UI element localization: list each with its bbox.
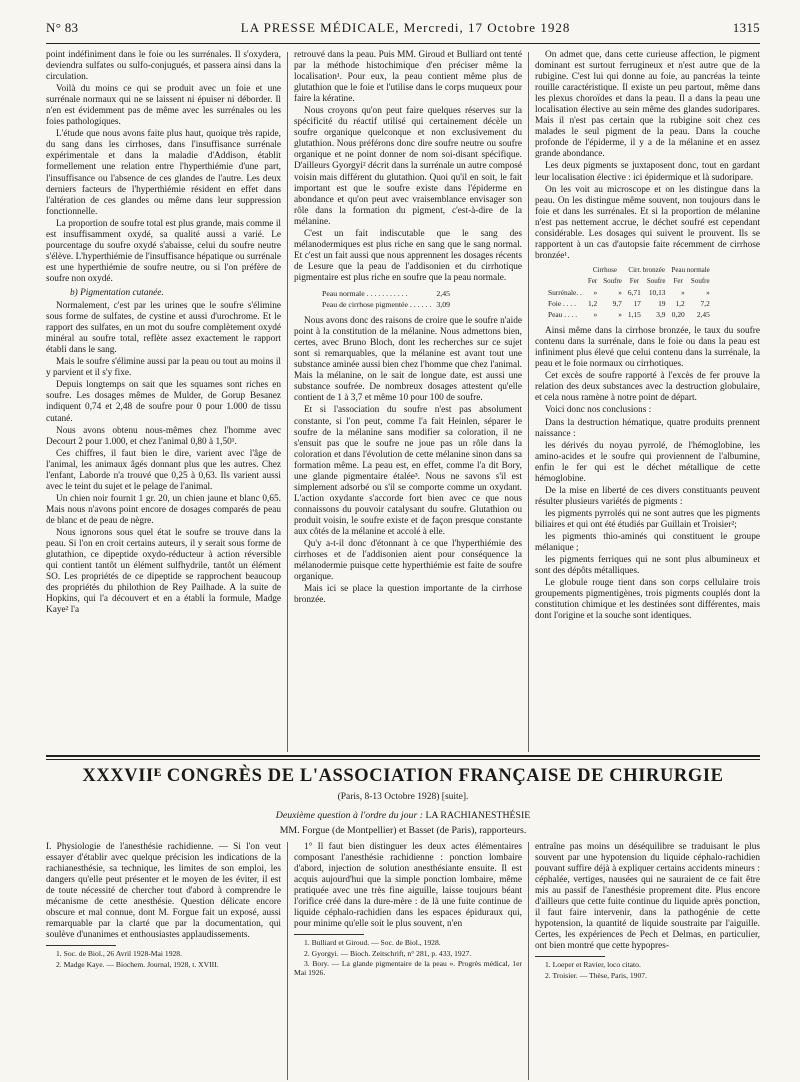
paragraph: De la mise en liberté de ces divers constituants peuvent résulter plusieurs variétés de pigments : <box>535 485 760 507</box>
table-row <box>545 287 713 298</box>
question-prefix: Deuxième question à l'ordre du jour : <box>275 810 423 821</box>
question-topic: LA RACHIANESTHÉSIE <box>425 810 531 821</box>
paragraph: les dérivés du noyau pyrrolé, de l'hémoglobine, les amino-acides et le soufre qui proviennent de l'albumine, enfin le fer qui est le déchet métallique de cette hémoglobine. <box>535 440 760 484</box>
footnote: 2. Madge Kaye. — Biochem. Journal, 1928, t. XVIII. <box>56 959 219 969</box>
table-cell: 3,09 <box>436 300 450 310</box>
table-cell: 0,20 <box>671 310 685 320</box>
section-rule <box>46 759 760 760</box>
table-cell: 1,2 <box>675 299 685 309</box>
paragraph: Nous avons obtenu nous-mêmes chez l'homme avec Decourt 2 pour 1.000, et chez l'animal 0,80 à 1,50¹. <box>46 425 281 447</box>
footnote: 3. Bory. — La glande pigmentaire de la peau ». Progrès médical, 1er Mai 1926. <box>294 958 522 978</box>
header-rule <box>46 43 760 44</box>
paragraph: Nous avons donc des raisons de croire que le soufre n'aide point à la constitution de la mélanine. Nous admettons bien, certes, avec Bruno Bloch, dont les recherches sur ce sujet sont si remarquables, que la mélanine est avant tout une substance aminée aussi bien chez l'homme que chez l'animal. Mais la mélanine, on le sait de longue date, est aussi une substance soufrée. De nombreux dosages attestent qu'elle contient de 1 à 3,7 et même 10 pour 100 de soufre. <box>294 316 522 404</box>
iron-sulfur-table <box>545 265 713 320</box>
table-cell: 1,2 <box>587 299 598 309</box>
article-column-1 <box>46 50 281 617</box>
paragraph: Qu'y a-t-il donc d'étonnant à ce que l'hyperthiémie des cirrhoses et de l'addisonien aient pour conséquence la mélanodermie puisque cette hyperthiémie est faite de soufre organique. <box>294 539 522 583</box>
table-cell: 6,71 <box>627 287 641 297</box>
paragraph: I. Physiologie de l'anesthésie rachidienne. — Si l'on veut essayer d'établir avec quelque précision les indications de la rachianesthésie, sa technique, les limites de son emploi, les dangers qu'elle peut présenter et le moyen de les éviter, il est de toute nécessité de chercher tout d'abord à comprendre le mécanisme de cette anesthésie. Question délicate encore obscure et mal connue, dont M. Forgue fait un exposé, aussi remarquable par la clarté que par la documentation, qui soulève d'unanimes et enthousiastes applaudissements. <box>46 842 281 941</box>
table-cell: 3,9 <box>656 310 666 320</box>
bottom-column-3 <box>535 842 760 981</box>
table-col-header: Soufre <box>690 276 710 285</box>
paragraph: Nous croyons qu'on peut faire quelques réserves sur la spécificité du réactif utilisé qui certainement décèle un soufre organique quelconque et non exclusivement du glutathion. Nous préférons donc dire soufre neutre ou soufre organique et ne point donner de nom soi-disant spécifique. D'ailleurs Gyorgyi² décrit dans la surrénale un autre composé voisin mais différent du glutathion. Quoi qu'il en soit, le fait important est que le soufre existe dans l'épiderme en abondance et qu'on peut avec vraisemblance envisager son rôle dans la formation du pigment, c'est-à-dire de la mélanine. <box>294 106 522 227</box>
table-cell: 10,13 <box>648 287 666 297</box>
page-header <box>46 20 760 40</box>
table-cell: » <box>681 287 685 297</box>
agenda-question <box>46 810 760 821</box>
paragraph: Mais ici se place la question importante de la cirrhose bronzée. <box>294 584 522 606</box>
paragraph: point indéfiniment dans le foie ou les surrénales. Il s'oxydera, deviendra sulfates ou sulfo-conjugués, et passera ainsi dans la circulation. <box>46 50 281 83</box>
paragraph: On les voit au microscope et on les distingue dans la peau. On les distingue même souvent, non toujours dans le foie et dans les surrénales. Et si la proportion de mélanine n'est pas nettement accrue, le déchet soufré est cependant considérable. Les dosages qui suivent le prouvent. Ils se rapportent à un cas d'autopsie faite récemment de cirrhose bronzée¹. <box>535 184 760 261</box>
page-number: 1315 <box>732 20 760 35</box>
table-cell: Peau de cirrhose pigmentée . . . . . . <box>322 300 432 310</box>
footnote: 2. Troisier. — Thèse, Paris, 1907. <box>545 970 647 980</box>
bottom-column-2 <box>294 842 522 979</box>
table-header-row <box>545 276 713 287</box>
column-divider <box>528 842 529 1080</box>
table-col-header: Soufre <box>603 276 622 285</box>
paragraph: Ainsi même dans la cirrhose bronzée, le taux du soufre contenu dans la surrénale, dans le foie ou dans la peau est infiniment plus élevé que celui contenu dans la surrénale, la peau et le foie normaux ou cirrhotiques. <box>535 326 760 370</box>
sulfur-table <box>322 288 455 310</box>
column-divider <box>528 52 529 752</box>
table-cell: 7,2 <box>700 299 710 309</box>
table-cell: 17 <box>633 299 641 309</box>
paragraph: 1° Il faut bien distinguer les deux actes élémentaires composant l'anesthésie rachidienne : ponction lombaire d'abord, injection de solution anesthésiante ensuite. Il est acquis aujourd'hui que la simple ponction lombaire, même pratiquée avec une très fine aiguille, laisse toujours béant l'orifice créé dans la dure-mère : de là une fuite continue de liquide céphalo-rachidien dans les espaces épiduraux qui, pour minime qu'elle soit le plus souvent, n'en <box>294 842 522 930</box>
paragraph: Dans la destruction hématique, quatre produits prennent naissance : <box>535 417 760 439</box>
table-cell: 2,45 <box>436 288 450 298</box>
paragraph: Le globule rouge tient dans son corps cellulaire trois groupements pigmentigènes, trois pigments couplés dont la constitution chimique et les destinées sont différentes, mais dont l'origine et la souche sont identiques. <box>535 578 760 622</box>
paragraph: L'étude que nous avons faite plus haut, quoique très rapide, du sang dans les cirrhoses, dans l'insuffisance surrénale expérimentale et dans la maladie d'Addison, établit formellement une relation entre l'hyperthiémie d'une part, l'insuffisance ou l'absence de ces glandes de l'autre. Les deux derniers facteurs de l'hyperthiémie résident en effet dans l'altération de ces glandes ou même dans leur suppression fonctionnelle. <box>46 129 281 217</box>
table-col-header: Fer <box>587 276 598 285</box>
paragraph: On admet que, dans cette curieuse affection, le pigment dominant est surtout ferrugineux et n'est autre que de la rubigine. C'est lui qui donne au foie, au pancréas la teinte rouille caractéristique. Il existe un peu partout, même dans les plexus choroïdes et dans la peau. Il a dans la peau une localisation élective au sein même des glandes sudoripares. Mais il n'est pas certain que la rubigine soit chez ces malades le seul pigment de la peau. Dans la couche profonde de l'épiderme, il y a de la mélanine et en assez grande abondance. <box>535 50 760 160</box>
paragraph: Voilà du moins ce qui se produit avec un foie et une surrénale normaux qui ne se laissent ni épuiser ni déborder. Il n'en est évidemment pas de même avec les surrénales ou les foies pathologiques. <box>46 84 281 128</box>
table-cell: » <box>618 287 622 297</box>
footnote-rule <box>294 934 364 935</box>
paragraph: Cet excès de soufre rapporté à l'excès de fer prouve la relation des deux substances avec la destruction globulaire, et cela nous ramène à notre point de départ. <box>535 371 760 404</box>
row-label: Peau . . . . <box>548 310 578 320</box>
footnote: 1. Bulliard et Giroud. — Soc. de Biol., 1928. <box>304 938 441 948</box>
issue-number: N° 83 <box>46 20 79 35</box>
paragraph: La proportion de soufre total est plus grande, mais comme il est insuffisamment oxydé, sa qualité aussi a varié. Le pourcentage du soufre oxydé s'abaisse, celui du soufre neutre s'élève. L'hyperthiémie de l'insuffisance hépatique ou surrénale est une hyperthiémie de soufre neutre, ou si l'on préfère de soufre non oxydé. <box>46 218 281 284</box>
footnote: 1. Loeper et Ravier, loco citato. <box>545 960 641 970</box>
table-cell: 19 <box>658 299 666 309</box>
paragraph: Les deux pigments se juxtaposent donc, tout en gardant leur localisation élective : ici épidermique et là sudoripare. <box>535 161 760 183</box>
table-cell: » <box>618 310 622 320</box>
section-rule <box>46 755 760 757</box>
paragraph: Et si l'association du soufre n'est pas absolument constante, si l'on peut, comme l'a fait Heinlen, séparer le soufre de la mélanine sans modifier sa coloration, il ne s'ensuit pas que le soufre ne joue pas un rôle dans la coloration et dans l'évolution de cette mélanine sinon dans sa formation même. La peau est, en effet, comme l'a dit Bory, une glande pigmentaire étalée³. Nous ne savons s'il est simplement adsorbé ou s'il se comporte comme un oxydant. L'action oxydante s'accorde fort bien avec ce que nous connaissons du pouvoir catalysant du soufre. Glutathion ou produit voisin, le soufre existe et de façon presque constante aux côtés de la mélanine et accolé à elle. <box>294 405 522 537</box>
paragraph: C'est un fait indiscutable que le sang des mélanodermiques est plus riche en sang que le sang normal. Et c'est un fait aussi que nous apprennent les dosages récents de Lesure que la peau de l'addisonien et du cirrhotique pigmentaire est plus riche en soufre que la peau normale. <box>294 228 522 283</box>
table-cell: » <box>593 287 598 297</box>
table-group-header: Cirr. bronzée <box>628 265 665 274</box>
footnote: 2. Gyorgyi. — Bioch. Zeitschrift, n° 281, p. 433, 1927. <box>304 948 472 958</box>
table-col-header: Fer <box>673 276 683 285</box>
table-group-header: Peau normale <box>671 265 710 274</box>
rapporteurs: MM. Forgue (de Montpellier) et Basset (de Paris), rapporteurs. <box>279 825 527 836</box>
journal-title: LA PRESSE MÉDICALE, Mercredi, 17 Octobre 1928 <box>240 20 571 35</box>
footnote: 1. Soc. de Biol., 26 Avril 1928-Mai 1928. <box>56 949 182 959</box>
paragraph: Ces chiffres, il faut bien le dire, varient avec l'âge de l'animal, les animaux âgés donnant plus que les autres. Chez l'enfant, Laborde n'a trouvé que 0,25 à 0,63. Ils varient aussi avec le teint du sujet et le pelage de l'animal. <box>46 448 281 492</box>
row-label: Surrénale. . <box>548 287 582 297</box>
column-divider <box>287 842 288 1080</box>
row-label: Foie . . . . <box>548 299 576 309</box>
table-row <box>545 309 713 320</box>
table-row <box>322 288 455 299</box>
congress-title: XXXVIIᴱ CONGRÈS DE L'ASSOCIATION FRANÇAISE DE CHIRURGIE <box>82 766 724 786</box>
paragraph: les pigments ferriques qui ne sont plus albumineux et sont des dépôts métalliques. <box>535 555 760 577</box>
footnote-rule <box>46 945 116 946</box>
paragraph: Un chien noir fournit 1 gr. 20, un chien jaune et blanc 0,65. Mais nous n'avons point encore de dosages comparés de peau de blanc et de peau de nègre. <box>46 493 281 526</box>
bottom-column-1 <box>46 842 281 970</box>
paragraph: Nous ignorons sous quel état le soufre se trouve dans la peau. Si l'on en croit certains auteurs, il y serait sous forme de glutathion, ce dipeptide oxydo-réducteur à action réversible qui contient tantôt un élément sulfhydrile, tantôt un élément SO. Les propriétés de ce dipeptide se rapprochent beaucoup des propriétés du philothion de Rey Pailhade. A la suite de Hopkins, qui l'a découvert et en a établi la formule, Madge Kaye² l'a <box>46 527 281 616</box>
table-cell: » <box>706 287 710 297</box>
table-col-header: Fer <box>629 276 640 285</box>
table-col-header: Soufre <box>646 276 666 285</box>
column-divider <box>287 52 288 752</box>
article-column-3 <box>535 50 760 623</box>
table-group-header: Cirrhose <box>592 265 617 274</box>
congress-subtitle: (Paris, 8-13 Octobre 1928) [suite]. <box>337 792 469 802</box>
section-subheading: b) Pigmentation cutanée. <box>70 287 164 298</box>
table-cell: 2,45 <box>696 310 710 320</box>
paragraph: les pigments thio-aminés qui constituent le groupe mélanique ; <box>535 531 760 554</box>
table-row <box>545 298 713 309</box>
paragraph: Depuis longtemps on sait que les squames sont riches en soufre. Les dosages mêmes de Mulder, de Gorup Besanez indiquent 0,74 et 2,48 de soufre pour 0 pour 1.000 de tissu cutané. <box>46 380 281 424</box>
footnote-rule <box>535 956 605 957</box>
table-header-row <box>545 265 713 276</box>
paragraph: retrouvé dans la peau. Puis MM. Giroud et Bulliard ont tenté par la méthode histochimique d'en préciser même la localisation¹. Pour eux, la peau contient même plus de glutathion que le foie et l'utilise dans le corps muqueux pour faire la kératine. <box>294 50 522 105</box>
paragraph: Voici donc nos conclusions : <box>545 405 652 416</box>
paragraph: Mais le soufre s'élimine aussi par la peau ou tout au moins il y parvient et il s'y fixe. <box>46 357 281 379</box>
table-cell: Peau normale . . . . . . . . . . . <box>322 288 408 298</box>
paragraph: entraîne pas moins un déséquilibre se traduisant le plus souvent par une hypotension du liquide céphalo-rachidien pouvant suffire déjà à expliquer certains accidents mineurs : céphalée, vertiges, nausées qui ne sauraient de ce fait être mis au passif de l'anesthésie proprement dite. Plus encore d'ailleurs que cette fuite continue du liquide après ponction, il faut faire intervenir, dans la pathogénie de cette hypotension, la quantité de liquide soustraite par l'aiguille. Certes, les expériences de Pech et Delmas, en particulier, ont bien montré que cette hypopres- <box>535 842 760 952</box>
table-row <box>322 299 455 310</box>
paragraph: les pigments pyrrolés qui ne sont autres que les pigments biliaires et qui ont été étudiés par Guillain et Troisier²; <box>535 508 760 530</box>
article-column-2 <box>294 50 522 607</box>
table-cell: 1,15 <box>627 310 641 320</box>
table-cell: » <box>593 310 598 320</box>
paragraph: Normalement, c'est par les urines que le soufre s'élimine sous forme de sulfates, de cystine et aussi d'urochrome. Et le rapport des sulfates, en un mot du soufre complètement oxydé minéral au soufre total, reflète assez exactement le rapport établi dans le sang. <box>46 301 281 356</box>
table-cell: 9,7 <box>612 299 622 309</box>
